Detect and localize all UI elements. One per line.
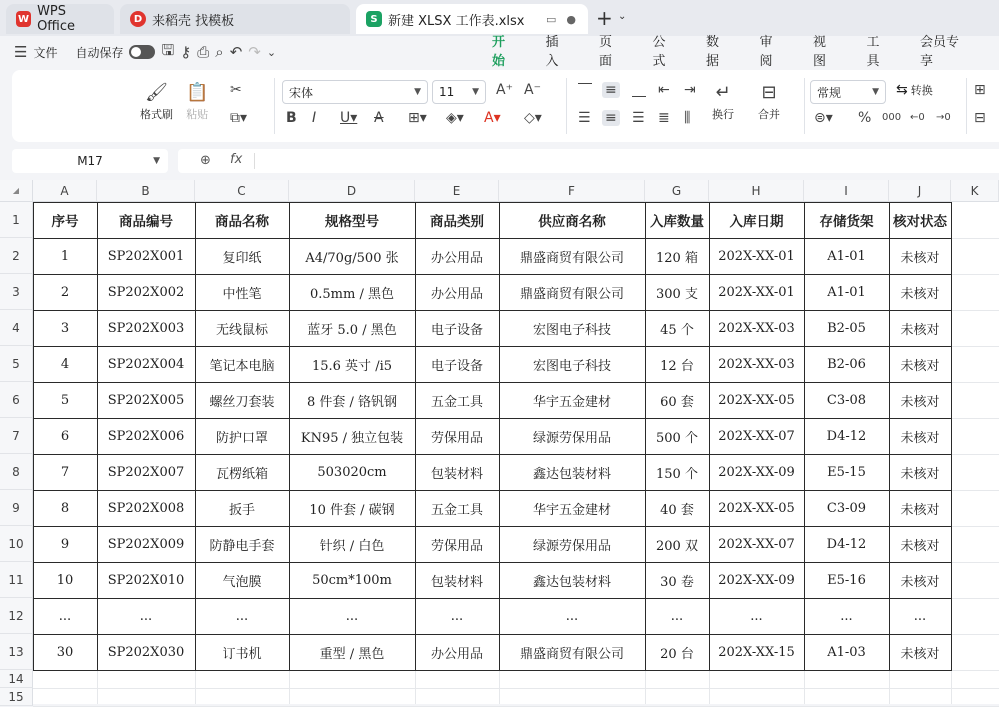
tab-label: 来稻壳 找模板 xyxy=(152,13,235,29)
table-cell[interactable]: 绿源劳保用品 xyxy=(532,538,611,554)
cut-icon[interactable]: ✂ xyxy=(230,82,242,98)
table-cell[interactable]: E5-15 xyxy=(827,464,866,480)
table-cell[interactable]: ... xyxy=(58,608,72,624)
table-cell[interactable]: 五金工具 xyxy=(430,502,483,518)
autosave-toggle[interactable] xyxy=(129,45,155,59)
table-cell[interactable]: 中性笔 xyxy=(222,286,262,302)
table-cell[interactable]: ... xyxy=(840,608,853,624)
column-header-f[interactable]: F xyxy=(499,180,645,202)
table-cell[interactable]: 未核对 xyxy=(900,538,940,554)
table-cell[interactable]: 劳保用品 xyxy=(430,430,483,446)
table-cell[interactable]: 扳手 xyxy=(228,502,255,518)
table-cell[interactable]: 包装材料 xyxy=(430,466,483,482)
table-cell[interactable]: 未核对 xyxy=(900,358,940,374)
column-header-h[interactable]: H xyxy=(709,180,804,202)
table-cell[interactable]: 30 卷 xyxy=(660,574,694,590)
undo-icon[interactable]: ↶ xyxy=(229,43,243,61)
table-cell[interactable]: 7 xyxy=(60,464,70,480)
table-cell[interactable]: 500 个 xyxy=(656,430,698,446)
table-cell[interactable]: 300 支 xyxy=(656,286,698,302)
table-cell[interactable]: ... xyxy=(139,608,153,624)
dot-icon[interactable]: ● xyxy=(566,12,576,26)
table-cell[interactable]: 未核对 xyxy=(900,286,940,302)
chevron-down-icon[interactable]: ⌄ xyxy=(266,45,277,59)
table-cell[interactable]: ... xyxy=(565,608,579,624)
table-header-cell[interactable]: 序号 xyxy=(51,214,79,230)
tab-label: 新建 XLSX 工作表.xlsx xyxy=(388,13,525,29)
row-header-14[interactable]: 14 xyxy=(0,670,33,688)
table-style-icon[interactable]: ⊞ xyxy=(974,82,986,98)
table-cell[interactable]: 笔记本电脑 xyxy=(209,358,275,374)
row-header-11[interactable]: 11 xyxy=(0,562,33,598)
table-cell[interactable]: 气泡膜 xyxy=(222,574,262,590)
table-header-cell[interactable]: 入库数量 xyxy=(650,214,704,230)
currency-icon[interactable]: ⊜▾ xyxy=(814,110,833,126)
align-center-icon[interactable]: ≡ xyxy=(602,110,620,126)
table-cell[interactable]: 无线鼠标 xyxy=(215,322,268,338)
table-header-cell[interactable]: 商品名称 xyxy=(215,214,269,230)
table-cell[interactable]: D4-12 xyxy=(826,428,867,444)
table-cell[interactable]: 劳保用品 xyxy=(430,538,483,554)
table-cell[interactable]: C3-08 xyxy=(826,392,867,408)
table-cell[interactable]: SP202X005 xyxy=(107,392,185,408)
increase-font-icon[interactable]: A⁺ xyxy=(496,82,513,98)
paste-icon: 📋 xyxy=(186,82,209,103)
table-cell[interactable]: 30 xyxy=(56,644,74,660)
font-name-select[interactable]: 宋体 ▼ xyxy=(282,80,428,104)
table-cell[interactable]: 20 台 xyxy=(660,646,694,662)
column-header-g[interactable]: G xyxy=(645,180,709,202)
increase-decimal-icon[interactable]: ←0 xyxy=(910,112,925,123)
table-cell[interactable]: 8 件套 / 铬钒钢 xyxy=(306,394,398,410)
number-format-select[interactable]: 常规 ▼ xyxy=(810,80,886,104)
table-cell[interactable]: 电子设备 xyxy=(430,322,483,338)
tab-review[interactable]: 审阅 xyxy=(759,35,773,69)
table-cell[interactable]: 150 个 xyxy=(656,466,698,482)
table-cell[interactable]: 重型 / 黑色 xyxy=(319,646,385,662)
table-cell[interactable]: 3 xyxy=(60,320,70,336)
table-cell[interactable]: 202X-XX-03 xyxy=(718,320,795,336)
table-header-cell[interactable]: 供应商名称 xyxy=(538,214,606,230)
font-size-select[interactable]: 11 ▼ xyxy=(432,80,486,104)
table-cell[interactable]: SP202X006 xyxy=(107,428,185,444)
table-cell[interactable]: 未核对 xyxy=(900,250,940,266)
table-cell[interactable]: 9 xyxy=(60,536,70,552)
formula-bar xyxy=(0,146,999,176)
table-cell[interactable]: SP202X002 xyxy=(107,284,185,300)
tab-home[interactable]: 开始 xyxy=(492,31,518,73)
chevron-down-icon: ▼ xyxy=(414,87,421,97)
table-cell[interactable]: 0.5mm / 黑色 xyxy=(310,286,394,302)
table-header-cell[interactable]: 商品编号 xyxy=(119,214,173,230)
table-cell[interactable]: 1 xyxy=(60,248,70,264)
format-painter-icon: 🖌 xyxy=(145,82,168,103)
decrease-indent-icon[interactable]: ⇤ xyxy=(658,82,670,98)
table-cell[interactable]: ... xyxy=(450,608,464,624)
table-cell[interactable]: 螺丝刀套装 xyxy=(209,394,275,410)
bold-icon[interactable]: B xyxy=(286,110,297,126)
table-cell[interactable]: 202X-XX-15 xyxy=(718,644,795,660)
table-cell[interactable]: 202X-XX-09 xyxy=(718,572,795,588)
table-cell[interactable]: 45 个 xyxy=(660,322,694,338)
table-cell[interactable]: SP202X007 xyxy=(107,464,185,480)
table-cell[interactable]: 未核对 xyxy=(900,430,940,446)
chevron-down-icon: ▼ xyxy=(872,87,879,97)
tab-insert[interactable]: 插入 xyxy=(545,35,559,69)
table-cell[interactable]: 15.6 英寸 /i5 xyxy=(311,358,393,374)
table-cell[interactable]: SP202X001 xyxy=(107,248,185,264)
underline-icon[interactable]: U▾ xyxy=(340,110,358,126)
tab-label: WPS Office xyxy=(37,4,76,34)
table-cell[interactable]: 10 xyxy=(56,572,74,588)
table-cell[interactable]: 鼎盛商贸有限公司 xyxy=(519,286,624,302)
autosave-label: 自动保存 xyxy=(75,45,124,60)
merge-cells-icon: ⊟ xyxy=(761,82,777,103)
table-cell[interactable]: 华宇五金建材 xyxy=(532,502,611,518)
table-cell[interactable]: D4-12 xyxy=(826,536,867,552)
table-cell[interactable]: A1-01 xyxy=(827,248,866,264)
table-header-cell[interactable]: 核对状态 xyxy=(893,214,947,230)
table-cell[interactable]: 202X-XX-05 xyxy=(718,500,795,516)
table-cell[interactable]: 鼎盛商贸有限公司 xyxy=(519,646,624,662)
table-cell[interactable]: ... xyxy=(235,608,249,624)
table-cell[interactable]: 50cm*100m xyxy=(312,572,392,588)
table-cell[interactable]: 未核对 xyxy=(900,466,940,482)
thousands-separator-icon[interactable]: 000 xyxy=(882,112,902,123)
row-header-5[interactable]: 5 xyxy=(0,346,33,382)
merge-button[interactable]: ⊟ 合并 xyxy=(758,82,780,121)
increase-indent-icon[interactable]: ⇥ xyxy=(684,82,696,98)
tab-data[interactable]: 数据 xyxy=(706,35,720,69)
table-cell[interactable]: C3-09 xyxy=(826,500,867,516)
file-menu[interactable]: 文件 xyxy=(33,45,58,60)
tab-member[interactable]: 会员专享 xyxy=(920,35,960,69)
table-cell[interactable]: 4 xyxy=(60,356,70,372)
row-header-13[interactable]: 13 xyxy=(0,634,33,670)
table-cell[interactable]: B2-05 xyxy=(827,320,866,336)
table-cell[interactable]: 针织 / 白色 xyxy=(319,538,385,554)
table-cell[interactable]: 鑫达包装材料 xyxy=(532,466,611,482)
table-cell[interactable]: 40 套 xyxy=(660,502,694,518)
table-cell[interactable]: 60 套 xyxy=(660,394,694,410)
column-header-b[interactable]: B xyxy=(97,180,195,202)
border-icon[interactable]: ⊞▾ xyxy=(408,110,427,126)
convert-icon: ⇆ xyxy=(896,82,908,98)
menu-bar xyxy=(0,36,999,68)
table-cell[interactable]: ... xyxy=(913,608,927,624)
decrease-font-icon[interactable]: A⁻ xyxy=(524,82,541,98)
table-header-cell[interactable]: 规格型号 xyxy=(325,214,379,230)
justify-icon[interactable]: ≣ xyxy=(658,110,670,126)
table-cell[interactable]: SP202X030 xyxy=(107,644,185,660)
align-middle-icon[interactable]: ≡ xyxy=(602,82,620,98)
column-header-k[interactable]: K xyxy=(951,180,999,202)
strikethrough-icon[interactable]: A xyxy=(374,110,384,126)
row-header-3[interactable]: 3 xyxy=(0,274,33,310)
select-all-corner[interactable]: ◢ xyxy=(0,180,33,202)
table-cell[interactable]: 202X-XX-07 xyxy=(718,428,795,444)
table-cell[interactable]: 8 xyxy=(60,500,70,516)
new-tab-plus-icon[interactable]: + xyxy=(596,6,613,30)
row-header-10[interactable]: 10 xyxy=(0,526,33,562)
convert-button[interactable]: ⇆ 转换 xyxy=(896,82,933,98)
column-header-a[interactable]: A xyxy=(33,180,97,202)
chevron-down-icon[interactable]: ⌄ xyxy=(618,11,627,22)
row-header-2[interactable]: 2 xyxy=(0,238,33,274)
table-header-cell[interactable]: 商品类别 xyxy=(430,214,484,230)
row-header-7[interactable]: 7 xyxy=(0,418,33,454)
table-cell[interactable]: 鑫达包装材料 xyxy=(532,574,611,590)
align-left-icon[interactable]: ☰ xyxy=(578,110,591,126)
table-cell[interactable]: 五金工具 xyxy=(430,394,483,410)
table-cell[interactable]: 订书机 xyxy=(222,646,262,662)
align-bottom-icon[interactable]: ⎽ xyxy=(632,82,646,98)
table-cell[interactable]: 503020cm xyxy=(317,464,387,480)
table-cell[interactable]: 6 xyxy=(60,428,70,444)
key-icon[interactable]: ⚷ xyxy=(180,43,192,61)
spreadsheet-grid[interactable] xyxy=(0,180,999,704)
table-cell[interactable]: 未核对 xyxy=(900,646,940,662)
row-header-8[interactable]: 8 xyxy=(0,454,33,490)
table-cell[interactable]: 蓝牙 5.0 / 黑色 xyxy=(307,322,397,338)
column-header-i[interactable]: I xyxy=(804,180,889,202)
table-header-cell[interactable]: 入库日期 xyxy=(729,214,784,230)
table-cell[interactable]: 办公用品 xyxy=(430,250,483,266)
table-cell[interactable]: 未核对 xyxy=(900,574,940,590)
column-header-c[interactable]: C xyxy=(195,180,289,202)
table-cell[interactable]: SP202X009 xyxy=(107,536,185,552)
table-cell[interactable]: 未核对 xyxy=(900,502,940,518)
tab-daoke-templates[interactable] xyxy=(120,4,350,34)
table-cell[interactable]: E5-16 xyxy=(827,572,866,588)
table-cell[interactable]: A1-03 xyxy=(827,644,866,660)
table-cell[interactable]: ... xyxy=(670,608,684,624)
table-cell[interactable]: 瓦楞纸箱 xyxy=(215,466,268,482)
ribbon-toolbar xyxy=(12,70,999,142)
table-cell[interactable]: 12 台 xyxy=(660,358,694,374)
row-header-12[interactable]: 12 xyxy=(0,598,33,634)
chevron-down-icon: ▼ xyxy=(153,156,160,166)
window-display-icon[interactable]: ▭ xyxy=(545,12,557,26)
row-header-6[interactable]: 6 xyxy=(0,382,33,418)
table-cell[interactable]: 5 xyxy=(60,392,70,408)
table-cell[interactable]: 202X-XX-01 xyxy=(718,284,795,300)
column-header-j[interactable]: J xyxy=(889,180,951,202)
fill-color-icon[interactable]: ◈▾ xyxy=(446,110,464,126)
paste-button[interactable]: 📋 粘贴 xyxy=(186,82,209,121)
tab-xlsx-file[interactable] xyxy=(356,4,588,34)
tab-view[interactable]: 视图 xyxy=(813,35,827,69)
table-cell[interactable]: SP202X010 xyxy=(107,572,185,588)
daoke-logo-icon: D xyxy=(130,11,146,27)
tab-tools[interactable]: 工具 xyxy=(866,35,880,69)
fx-icon[interactable]: fx xyxy=(230,152,243,167)
font-color-icon[interactable]: A▾ xyxy=(484,110,501,126)
column-header-e[interactable]: E xyxy=(415,180,499,202)
print-icon[interactable]: ⎙ xyxy=(197,43,210,61)
spreadsheet-logo-icon: S xyxy=(366,11,382,27)
table-cell[interactable]: B2-06 xyxy=(827,356,866,372)
formula-input[interactable] xyxy=(178,149,999,173)
column-header-d[interactable]: D xyxy=(289,180,415,202)
table-cell[interactable]: 绿源劳保用品 xyxy=(532,430,611,446)
align-right-icon[interactable]: ☰ xyxy=(632,110,645,126)
row-header-15[interactable]: 15 xyxy=(0,688,33,706)
row-header-9[interactable]: 9 xyxy=(0,490,33,526)
table-cell[interactable]: SP202X004 xyxy=(107,356,185,372)
format-painter-button[interactable]: 🖌 格式刷 xyxy=(140,82,173,121)
menu-hamburger-icon[interactable]: ☰ xyxy=(14,43,28,61)
table-cell[interactable]: 宏图电子科技 xyxy=(532,322,611,338)
table-cell[interactable]: 办公用品 xyxy=(430,286,483,302)
table-cell[interactable]: 2 xyxy=(60,284,70,300)
zoom-lookup-icon[interactable]: ⊕ xyxy=(200,153,211,168)
clear-format-icon[interactable]: ◇▾ xyxy=(524,110,542,126)
table-cell[interactable]: SP202X003 xyxy=(107,320,185,336)
table-cell[interactable]: 华宇五金建材 xyxy=(532,394,611,410)
table-cell[interactable]: 202X-XX-01 xyxy=(718,248,795,264)
table-cell[interactable]: ... xyxy=(345,608,359,624)
table-header-cell[interactable]: 存储货架 xyxy=(819,214,874,230)
table-cell[interactable]: 电子设备 xyxy=(430,358,483,374)
tab-wps-office[interactable] xyxy=(6,4,114,34)
tab-page[interactable]: 页面 xyxy=(599,35,613,69)
row-header-4[interactable]: 4 xyxy=(0,310,33,346)
table-cell[interactable]: 10 件套 / 碳钢 xyxy=(309,502,395,518)
table-cell[interactable]: 120 箱 xyxy=(656,250,698,266)
table-cell[interactable]: 防护口罩 xyxy=(215,430,268,446)
chevron-down-icon: ▼ xyxy=(472,87,479,97)
cell-style-icon[interactable]: ⊟ xyxy=(974,110,986,126)
row-header-1[interactable]: 1 xyxy=(0,202,33,238)
wrap-text-button[interactable]: ↵ 换行 xyxy=(712,82,734,121)
wrap-text-icon: ↵ xyxy=(715,82,731,103)
table-cell[interactable]: 鼎盛商贸有限公司 xyxy=(519,250,624,266)
table-cell[interactable]: KN95 / 独立包装 xyxy=(300,430,404,446)
percent-icon[interactable]: % xyxy=(858,110,872,126)
table-cell[interactable]: 202X-XX-03 xyxy=(718,356,795,372)
table-cell[interactable]: ... xyxy=(750,608,763,624)
table-cell[interactable]: 未核对 xyxy=(900,322,940,338)
table-cell[interactable]: 未核对 xyxy=(900,394,940,410)
table-cell[interactable]: 宏图电子科技 xyxy=(532,358,611,374)
name-box[interactable]: M17 ▼ xyxy=(12,149,168,173)
table-cell[interactable]: 复印纸 xyxy=(222,250,262,266)
tab-formula[interactable]: 公式 xyxy=(652,35,666,69)
table-cell[interactable]: 200 双 xyxy=(656,538,698,554)
decrease-decimal-icon[interactable]: →0 xyxy=(936,112,951,123)
align-top-icon[interactable]: ⎺ xyxy=(578,82,592,98)
table-cell[interactable]: A1-01 xyxy=(827,284,866,300)
save-icon[interactable]: 🖫 xyxy=(161,40,175,59)
table-cell[interactable]: A4/70g/500 张 xyxy=(305,250,399,266)
table-cell[interactable]: 包装材料 xyxy=(430,574,483,590)
italic-icon[interactable]: I xyxy=(312,110,317,126)
table-cell[interactable]: 防静电手套 xyxy=(209,538,275,554)
table-cell[interactable]: 202X-XX-07 xyxy=(718,536,795,552)
ribbon-tabs xyxy=(492,31,999,73)
table-cell[interactable]: 办公用品 xyxy=(430,646,483,662)
distributed-align-icon[interactable]: ⫼ xyxy=(684,110,691,126)
copy-icon[interactable]: ⧉▾ xyxy=(230,110,248,126)
wps-logo-icon: W xyxy=(16,11,31,27)
table-cell[interactable]: SP202X008 xyxy=(107,500,185,516)
redo-icon[interactable]: ↷ xyxy=(248,43,261,61)
table-cell[interactable]: 202X-XX-05 xyxy=(718,392,795,408)
print-preview-icon[interactable]: ⌕ xyxy=(215,43,224,61)
table-cell[interactable]: 202X-XX-09 xyxy=(718,464,795,480)
